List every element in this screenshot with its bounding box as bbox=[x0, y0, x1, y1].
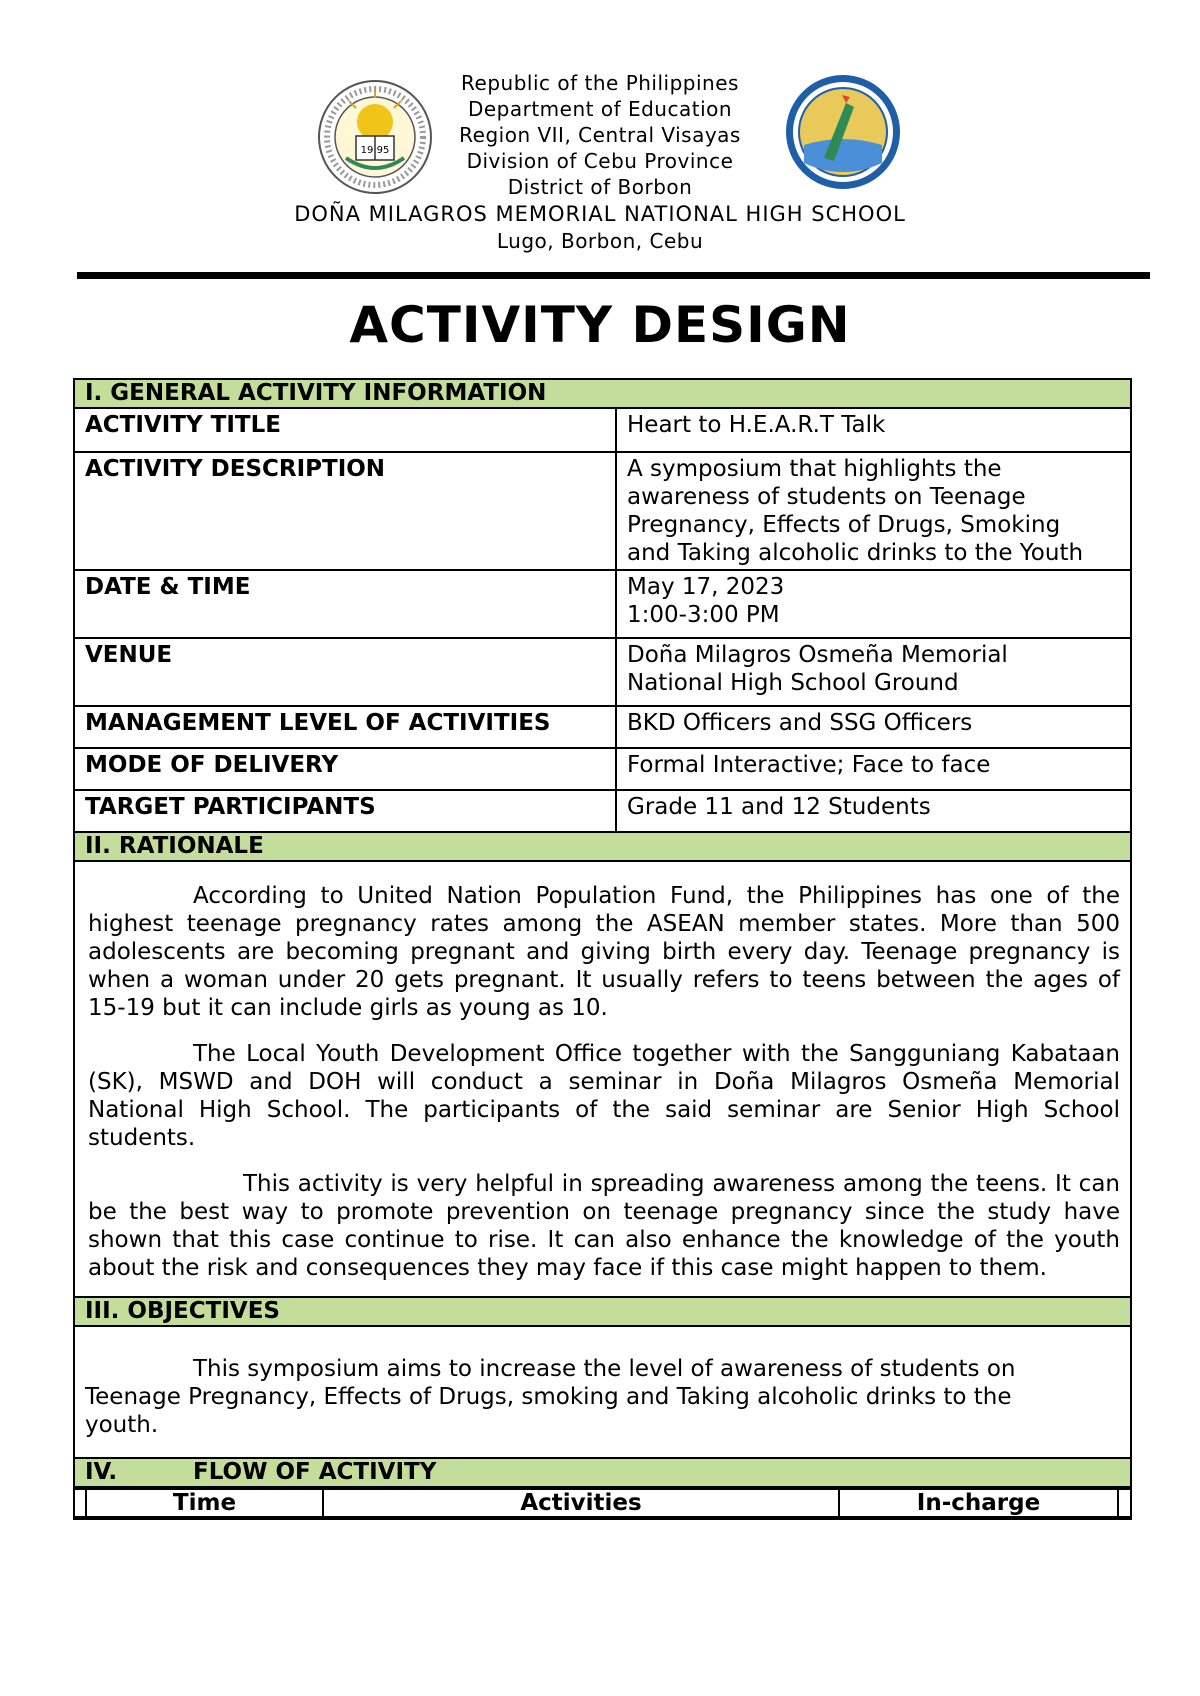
field-label: TARGET PARTICIPANTS bbox=[74, 790, 616, 832]
table-row bbox=[74, 570, 1131, 638]
activity-design-table bbox=[73, 378, 1132, 1520]
flow-table-wrapper bbox=[74, 1487, 1131, 1519]
field-value bbox=[616, 570, 1131, 638]
value-line: Heart to H.E.A.R.T Talk bbox=[627, 412, 886, 438]
objectives-text: This symposium aims to increase the level of awareness of students on Teenage Pregnancy, Effects of Drugs, smoking and Taking alcoholic drinks to the youth. bbox=[85, 1356, 1016, 1438]
value-line: Grade 11 and 12 Students bbox=[627, 794, 931, 820]
header-line-3: Region VII, Central Visayas bbox=[459, 123, 741, 147]
header-line-1: Republic of the Philippines bbox=[461, 71, 739, 95]
value-line: May 17, 2023 bbox=[627, 574, 785, 600]
header-line-5: District of Borbon bbox=[507, 175, 693, 199]
section-heading-flow bbox=[74, 1458, 1131, 1487]
value-line: BKD Officers and SSG Officers bbox=[627, 710, 973, 736]
field-value bbox=[616, 790, 1131, 832]
field-label: MODE OF DELIVERY bbox=[74, 748, 616, 790]
table-row bbox=[74, 638, 1131, 706]
field-value bbox=[616, 452, 1131, 570]
flow-heading-text: FLOW OF ACTIVITY bbox=[193, 1459, 437, 1485]
field-label: ACTIVITY DESCRIPTION bbox=[74, 452, 616, 570]
objectives-body bbox=[74, 1326, 1131, 1458]
field-label: VENUE bbox=[74, 638, 616, 706]
field-label: MANAGEMENT LEVEL OF ACTIVITIES bbox=[74, 706, 616, 748]
document-title: ACTIVITY DESIGN bbox=[349, 296, 851, 354]
header-divider bbox=[77, 272, 1150, 279]
table-row bbox=[74, 408, 1131, 452]
value-line: Pregnancy, Effects of Drugs, Smoking bbox=[627, 512, 1061, 538]
value-line: National High School Ground bbox=[627, 670, 959, 696]
value-line: and Taking alcoholic drinks to the Youth bbox=[627, 540, 1084, 566]
school-name: DOÑA MILAGROS MEMORIAL NATIONAL HIGH SCHOOL bbox=[294, 202, 906, 226]
field-value bbox=[616, 408, 1131, 452]
table-row bbox=[74, 790, 1131, 832]
field-label: ACTIVITY TITLE bbox=[74, 408, 616, 452]
value-line: Formal Interactive; Face to face bbox=[627, 752, 991, 778]
field-value bbox=[616, 638, 1131, 706]
value-line: Doña Milagros Osmeña Memorial bbox=[627, 642, 1008, 668]
field-value bbox=[616, 748, 1131, 790]
rationale-body bbox=[74, 861, 1131, 1297]
flow-of-activity-table bbox=[75, 1488, 1130, 1518]
section-heading-rationale: II. RATIONALE bbox=[74, 832, 1131, 861]
field-label: DATE & TIME bbox=[74, 570, 616, 638]
section-heading-objectives: III. OBJECTIVES bbox=[74, 1297, 1131, 1326]
column-header-in-charge: In-charge bbox=[839, 1489, 1118, 1517]
letterhead bbox=[0, 70, 1200, 254]
table-row bbox=[74, 706, 1131, 748]
rationale-paragraph-2: The Local Youth Development Office together with the Sangguniang Kabataan (SK), MSWD and DOH will conduct a seminar in Doña Milagros Osmeña Memorial National High School. The participants of the said seminar are Senior High School students. bbox=[88, 1041, 1120, 1151]
section-heading-general: I. GENERAL ACTIVITY INFORMATION bbox=[74, 379, 1131, 408]
field-value bbox=[616, 706, 1131, 748]
value-line: awareness of students on Teenage bbox=[627, 484, 1026, 510]
flow-heading-number: IV. bbox=[85, 1459, 118, 1485]
value-line: 1:00-3:00 PM bbox=[627, 602, 780, 628]
rationale-paragraph-1: According to United Nation Population Fund, the Philippines has one of the highest teenage pregnancy rates among the ASEAN member states. More than 500 adolescents are becoming pregnant and giving birth every day. Teenage pregnancy is when a woman under 20 gets pregnant. It usually refers to teens between the ages of 15-19 but it can include girls as young as 10. bbox=[88, 883, 1120, 1021]
value-line: A symposium that highlights the bbox=[627, 456, 1002, 482]
header-line-4: Division of Cebu Province bbox=[466, 149, 734, 173]
header-line-2: Department of Education bbox=[467, 97, 733, 121]
seal-year: 19 95 bbox=[360, 145, 390, 156]
table-header-row bbox=[75, 1489, 1130, 1517]
school-address: Lugo, Borbon, Cebu bbox=[496, 229, 704, 253]
table-row bbox=[74, 452, 1131, 570]
rationale-paragraph-3: This activity is very helpful in spreading awareness among the teens. It can be the best way to promote prevention on teenage pregnancy since the study have shown that this case continue to rise. It can also enhance the knowledge of the youth about the risk and consequences they may face if this case might happen to them. bbox=[88, 1171, 1120, 1281]
column-header-activities: Activities bbox=[323, 1489, 839, 1517]
column-header-time: Time bbox=[86, 1489, 323, 1517]
table-row bbox=[74, 748, 1131, 790]
